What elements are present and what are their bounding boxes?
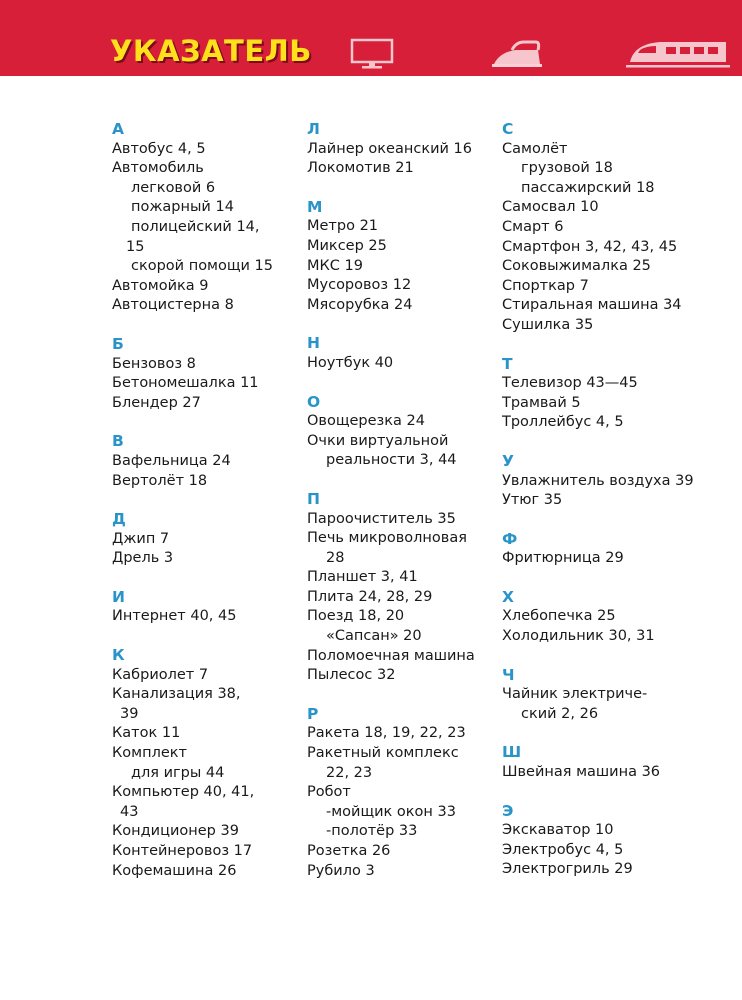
index-entry: Автомойка 9 xyxy=(112,277,209,294)
index-entry: 22, 23 xyxy=(326,764,373,781)
index-entry: Швейная машина 36 xyxy=(502,764,661,781)
index-entry: Пылесос 32 xyxy=(307,667,396,684)
index-entry: Автоцистерна 8 xyxy=(112,297,234,314)
index-section xyxy=(112,432,282,491)
index-entry: полицейский 14, xyxy=(131,218,260,235)
section-letter: О xyxy=(307,392,321,411)
index-entry: Утюг 35 xyxy=(502,492,563,509)
index-section xyxy=(112,588,282,627)
index-entry: пожарный 14 xyxy=(131,199,234,216)
section-letter: Д xyxy=(112,510,126,529)
index-entry: -полотёр 33 xyxy=(326,823,418,840)
index-entry: Бензовоз 8 xyxy=(112,355,196,372)
index-section xyxy=(502,451,694,511)
index-entry: Локомотив 21 xyxy=(307,160,414,177)
index-entry: Троллейбус 4, 5 xyxy=(502,414,624,431)
index-entry: Ракета 18, 19, 22, 23 xyxy=(307,725,466,742)
index-entry: 43 xyxy=(120,803,139,820)
index-entry: Рубило 3 xyxy=(307,862,375,879)
index-section xyxy=(502,743,687,782)
section-letter: Р xyxy=(307,704,319,723)
index-entry: Автобус 4, 5 xyxy=(112,140,206,157)
index-section xyxy=(112,646,282,881)
index-entry: Фритюрница 29 xyxy=(502,550,624,567)
index-entry: Комплект xyxy=(112,745,187,762)
index-column-2 xyxy=(307,120,482,900)
iron-icon xyxy=(490,40,546,68)
section-letter: Х xyxy=(502,587,514,606)
index-section xyxy=(112,120,282,316)
index-entry: 28 xyxy=(326,549,345,566)
index-entry: Электробус 4, 5 xyxy=(502,841,624,858)
section-letter: У xyxy=(502,451,514,470)
index-entry: Компьютер 40, 41, xyxy=(112,784,255,801)
section-letter: Ч xyxy=(502,665,515,684)
index-entry: для игры 44 xyxy=(131,764,225,781)
index-entry: Холодильник 30, 31 xyxy=(502,628,655,645)
index-entry: Стиральная машина 34 xyxy=(502,297,682,314)
section-letter: Н xyxy=(307,334,320,353)
index-entry: скорой помощи 15 xyxy=(131,258,274,275)
index-entry: грузовой 18 xyxy=(521,160,613,177)
index-entry: Ноутбук 40 xyxy=(307,354,394,371)
index-entry: Увлажнитель воздуха 39 xyxy=(502,472,694,489)
index-entry: легковой 6 xyxy=(131,179,216,196)
index-entry: 39 xyxy=(120,705,139,722)
index-entry: Мясорубка 24 xyxy=(307,296,413,313)
section-letter: А xyxy=(112,120,124,138)
section-letter: Э xyxy=(502,801,514,820)
index-section xyxy=(502,588,687,647)
index-entry: Блендер 27 xyxy=(112,394,201,411)
index-entry: Вафельница 24 xyxy=(112,452,231,469)
index-entry: Миксер 25 xyxy=(307,237,387,254)
index-entry: Робот xyxy=(307,784,351,801)
index-section xyxy=(502,355,687,433)
index-entry: «Сапсан» 20 xyxy=(326,628,422,645)
index-entry: Спорткар 7 xyxy=(502,277,589,294)
index-entry: Плита 24, 28, 29 xyxy=(307,588,433,605)
index-entry: Очки виртуальной xyxy=(307,432,449,449)
index-entry: Телевизор 43—45 xyxy=(502,375,638,392)
index-entry: Метро 21 xyxy=(307,218,379,235)
index-section xyxy=(502,530,687,569)
index-entry: Канализация 38, xyxy=(112,686,241,703)
index-entry: Лайнер океанский 16 xyxy=(307,140,472,157)
index-section xyxy=(307,120,482,179)
index-section xyxy=(307,393,482,471)
index-entry: Трамвай 5 xyxy=(502,394,581,411)
index-entry: Поломоечная машина xyxy=(307,647,475,664)
index-entry: пассажирский 18 xyxy=(521,179,655,196)
index-entry: реальности 3, 44 xyxy=(326,452,457,469)
tv-monitor-icon xyxy=(350,38,394,70)
index-entry: Чайник электриче- xyxy=(502,686,648,703)
index-entry: Пароочиститель 35 xyxy=(307,510,456,527)
index-entry: 15 xyxy=(126,238,145,255)
index-entry: ский 2, 26 xyxy=(521,705,599,722)
index-entry: Соковыжималка 25 xyxy=(502,258,651,275)
index-entry: Ракетный комплекс xyxy=(307,745,459,762)
index-entry: Бетономешалка 11 xyxy=(112,375,259,392)
index-entry: МКС 19 xyxy=(307,257,363,274)
index-entry: Самосвал 10 xyxy=(502,199,599,216)
index-entry: Хлебопечка 25 xyxy=(502,608,616,625)
section-letter: Л xyxy=(307,120,320,138)
index-entry: Овощерезка 24 xyxy=(307,413,425,430)
section-letter: П xyxy=(307,489,320,508)
index-entry: Сушилка 35 xyxy=(502,316,594,333)
index-entry: -мойщик окон 33 xyxy=(326,803,456,820)
index-entry: Поезд 18, 20 xyxy=(307,608,405,625)
index-entry: Печь микроволновая xyxy=(307,530,467,547)
page-title: УКАЗАТЕЛЬ xyxy=(110,34,312,68)
section-letter: Ф xyxy=(502,529,518,548)
index-entry: Планшет 3, 41 xyxy=(307,569,418,586)
section-letter: И xyxy=(112,587,125,606)
index-entry: Кофемашина 26 xyxy=(112,862,237,879)
index-entry: Вертолёт 18 xyxy=(112,472,208,489)
index-entry: Розетка 26 xyxy=(307,843,391,859)
index-entry: Контейнеровоз 17 xyxy=(112,843,253,859)
index-section xyxy=(307,198,482,316)
index-entry: Смарт 6 xyxy=(502,218,564,235)
index-column-3 xyxy=(502,120,694,899)
section-letter: Т xyxy=(502,354,513,373)
index-entry: Джип 7 xyxy=(112,530,170,547)
index-section xyxy=(307,490,482,686)
section-letter: Б xyxy=(112,334,124,353)
section-letter: К xyxy=(112,646,125,665)
index-entry: Интернет 40, 45 xyxy=(112,608,237,625)
index-section xyxy=(502,120,687,336)
index-entry: Самолёт xyxy=(502,140,568,157)
index-entry: Электрогриль 29 xyxy=(502,861,633,878)
section-letter: Ш xyxy=(502,743,522,762)
section-letter: М xyxy=(307,197,323,216)
index-entry: Кондиционер 39 xyxy=(112,823,239,840)
index-section xyxy=(502,666,687,725)
train-icon xyxy=(626,36,730,70)
index-section xyxy=(307,705,482,881)
section-letter: В xyxy=(112,432,124,451)
index-entry: Кабриолет 7 xyxy=(112,666,209,683)
index-section xyxy=(502,802,687,880)
index-entry: Экскаватор 10 xyxy=(502,822,614,839)
index-section xyxy=(307,334,482,373)
index-entry: Автомобиль xyxy=(112,160,204,177)
index-section xyxy=(112,510,282,569)
index-entry: Дрель 3 xyxy=(112,550,174,567)
index-section xyxy=(112,335,282,413)
section-letter: С xyxy=(502,120,514,138)
index-entry: Смартфон 3, 42, 43, 45 xyxy=(502,238,678,255)
index-entry: Каток 11 xyxy=(112,725,181,742)
index-entry: Мусоровоз 12 xyxy=(307,277,412,294)
index-column-1 xyxy=(112,120,282,900)
